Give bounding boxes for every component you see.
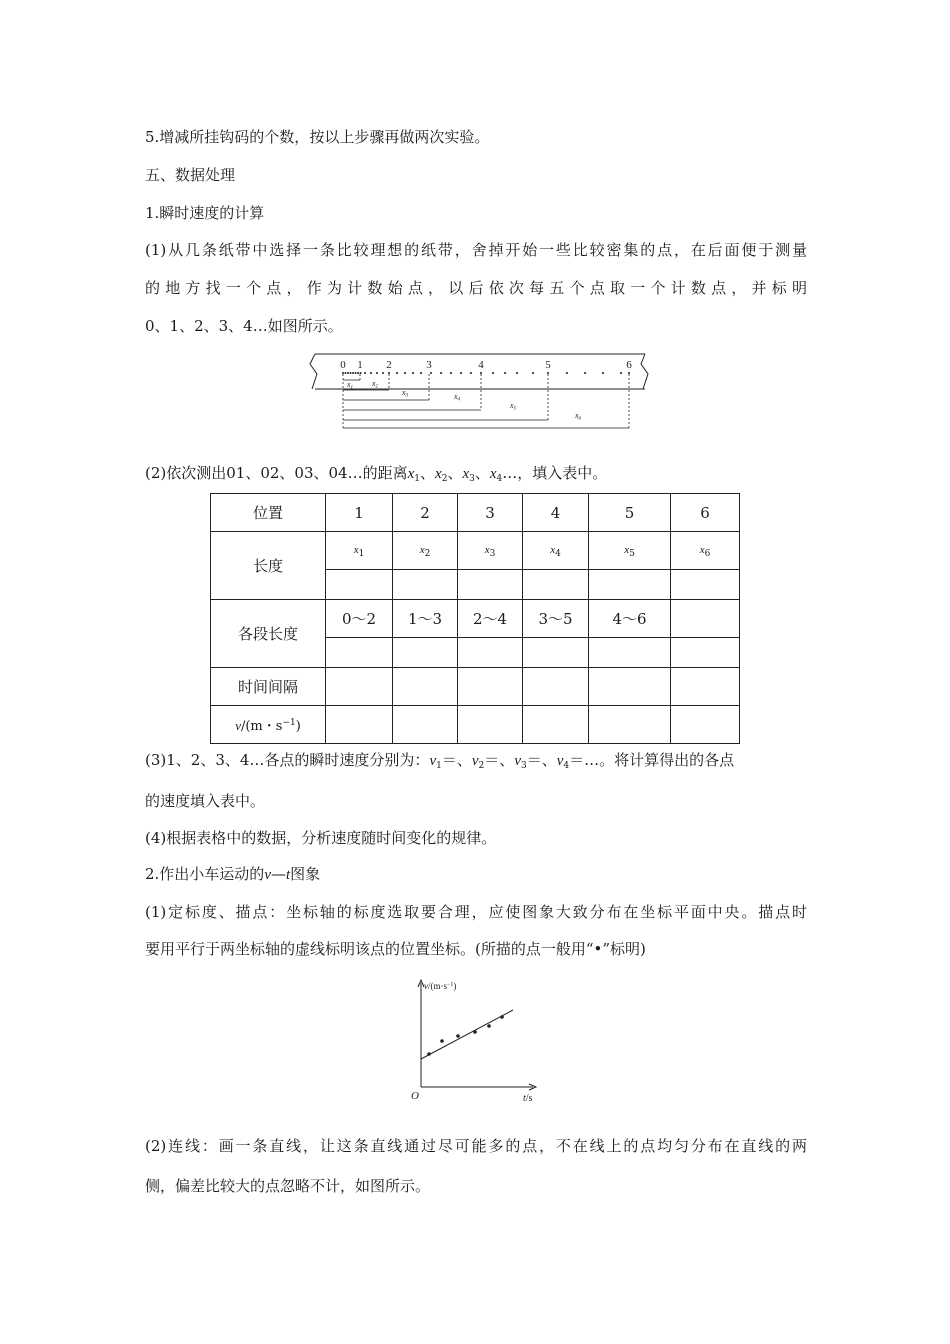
cell xyxy=(671,600,740,638)
cell: 3 xyxy=(458,494,523,532)
cell: 2～4 xyxy=(458,600,523,638)
cell xyxy=(393,706,458,744)
tape-tick-1: 1 xyxy=(357,359,363,371)
data-point xyxy=(427,1052,431,1056)
cell xyxy=(589,706,671,744)
data-point xyxy=(440,1039,444,1043)
paragraph-4: (4)根据表格中的数据，分析速度随时间变化的规律。 xyxy=(145,829,497,847)
header-position: 位置 xyxy=(211,494,326,532)
data-point xyxy=(500,1015,504,1019)
cell: 1 xyxy=(326,494,393,532)
measurement-table xyxy=(210,493,740,744)
cell xyxy=(671,570,740,600)
tape-tick-4: 4 xyxy=(478,359,484,371)
x-axis-label: t/s xyxy=(523,1093,533,1104)
origin-label: O xyxy=(411,1090,419,1102)
tape-distance-arrows xyxy=(343,380,629,428)
cell xyxy=(671,638,740,668)
header-segment-length: 各段长度 xyxy=(211,600,326,668)
tape-label-x3: x3 xyxy=(401,388,409,399)
cell xyxy=(458,668,523,706)
paragraph-6-line-1: (2)连线：画一条直线，让这条直线通过尽可能多的点，不在线上的点均匀分布在直线的两 xyxy=(145,1137,807,1155)
header-length: 长度 xyxy=(211,532,326,600)
paragraph-2: (2)依次测出01、02、03、04…的距离$x_1$、$x_2$、$x_3$、$x_4\dots$，填入表中。 xyxy=(145,464,608,484)
cell xyxy=(671,706,740,744)
cell xyxy=(326,706,393,744)
cell: 0～2 xyxy=(326,600,393,638)
tape-label-x1: x1 xyxy=(346,380,354,391)
tape-label-x6: x6 xyxy=(574,411,582,422)
subsection-instant-speed: 1.瞬时速度的计算 xyxy=(145,204,265,222)
section-title-data-processing: 五、数据处理 xyxy=(145,166,236,184)
paragraph-1-line-3: 0、1、2、3、4…如图所示。 xyxy=(145,317,343,335)
header-velocity: v/(m・$s^{-1}$) xyxy=(211,706,326,744)
cell: $x_5$ xyxy=(589,532,671,570)
cell: 4～6 xyxy=(589,600,671,638)
cell: $x_4$ xyxy=(523,532,589,570)
paragraph-5-line-2: 要用平行于两坐标轴的虚线标明该点的位置坐标。(所描的点一般用“•”标明) xyxy=(145,940,646,958)
paragraph-3-line-1: (3)1、2、3、4…各点的瞬时速度分别为：$v_1=$、$v_2=$、$v_3=$、$v_4=\dots$。将计算得出的各点 xyxy=(145,751,735,771)
tape-dots xyxy=(342,372,630,374)
cell xyxy=(671,668,740,706)
cell xyxy=(326,570,393,600)
v-t-graph xyxy=(395,975,555,1110)
cell: $x_1$ xyxy=(326,532,393,570)
table-row-position xyxy=(211,494,740,532)
cell xyxy=(589,668,671,706)
paragraph-1-line-2: 的地方找一个点，作为计数始点，以后依次每五个点取一个计数点，并标明 xyxy=(145,279,807,297)
cell xyxy=(523,638,589,668)
tape-tick-0: 0 xyxy=(340,359,346,371)
tape-tick-2: 2 xyxy=(386,359,392,371)
paragraph-6-line-2: 侧，偏差比较大的点忽略不计，如图所示。 xyxy=(145,1177,431,1195)
y-axis-label: $v/(m\cdot s^{-1})$ xyxy=(424,981,457,991)
paragraph-3-line-2: 的速度填入表中。 xyxy=(145,792,266,810)
table-row-interval xyxy=(211,668,740,706)
fit-line xyxy=(421,1010,513,1059)
paragraph-1-line-1: (1)从几条纸带中选择一条比较理想的纸带，舍掉开始一些比较密集的点，在后面便于测量 xyxy=(145,241,807,259)
cell: 1～3 xyxy=(393,600,458,638)
cell: 3～5 xyxy=(523,600,589,638)
tape-tick-5: 5 xyxy=(545,359,551,371)
step-5-text: 5.增减所挂钩码的个数，按以上步骤再做两次实验。 xyxy=(145,128,490,146)
cell xyxy=(523,706,589,744)
paper-tape-figure xyxy=(305,352,650,432)
cell xyxy=(326,638,393,668)
cell: 4 xyxy=(523,494,589,532)
subsection-v-t-graph: 2.作出小车运动的v—t图象 xyxy=(145,865,321,883)
cell xyxy=(523,668,589,706)
tape-tick-labels xyxy=(340,359,632,371)
tape-label-x5: x5 xyxy=(509,401,517,412)
data-point xyxy=(473,1030,477,1034)
cell xyxy=(393,668,458,706)
cell xyxy=(393,570,458,600)
cell xyxy=(393,638,458,668)
data-point xyxy=(487,1024,491,1028)
data-point xyxy=(456,1034,460,1038)
cell xyxy=(523,570,589,600)
cell: 2 xyxy=(393,494,458,532)
tape-tick-6: 6 xyxy=(626,359,632,371)
cell xyxy=(458,706,523,744)
cell: $x_6$ xyxy=(671,532,740,570)
cell xyxy=(458,570,523,600)
cell: $x_2$ xyxy=(393,532,458,570)
cell xyxy=(589,570,671,600)
table-row-velocity xyxy=(211,706,740,744)
cell: 6 xyxy=(671,494,740,532)
cell: $x_3$ xyxy=(458,532,523,570)
cell xyxy=(458,638,523,668)
table-row-segment xyxy=(211,600,740,638)
cell: 5 xyxy=(589,494,671,532)
tape-label-x4: x4 xyxy=(453,392,461,403)
table-row-length xyxy=(211,532,740,570)
cell xyxy=(589,638,671,668)
tape-label-x2: x2 xyxy=(371,379,379,390)
header-time-interval: 时间间隔 xyxy=(211,668,326,706)
cell xyxy=(326,668,393,706)
paragraph-5-line-1: (1)定标度、描点：坐标轴的标度选取要合理，应使图象大致分布在坐标平面中央。描点时 xyxy=(145,903,807,921)
tape-tick-3: 3 xyxy=(426,359,432,371)
